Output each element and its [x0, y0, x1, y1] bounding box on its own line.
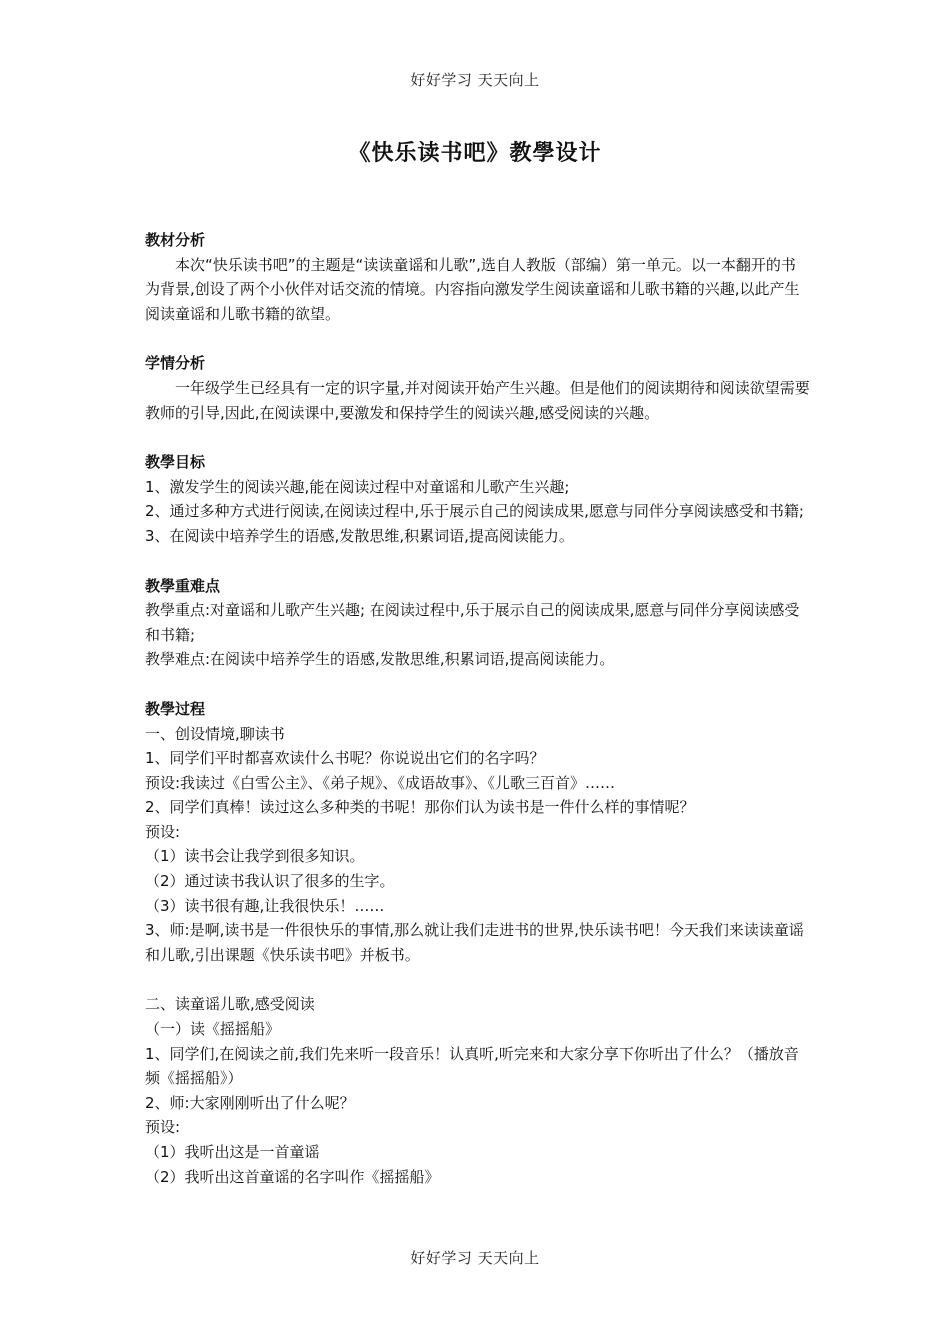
process-line: 二、读童谣儿歌,感受阅读 — [145, 995, 315, 1014]
document-body — [145, 228, 810, 1189]
student-analysis-paragraph: 一年级学生已经具有一定的识字量,并对阅读开始产生兴趣。但是他们的阅读期待和阅读欲望需要教师的引导,因此,在阅读课中,要激发和保持学生的阅读兴趣,感受阅读的兴趣。 — [145, 378, 810, 422]
process-line: 2、同学们真棒！读过这么多种类的书呢！那你们认为读书是一件什么样的事情呢？ — [145, 798, 695, 817]
process-line: （3）读书很有趣,让我很快乐！…… — [145, 896, 385, 915]
process-line: 预设: — [145, 1118, 181, 1137]
page-header: 好好学习 天天向上 — [410, 71, 540, 89]
process-line: （2）我听出这首童谣的名字叫作《摇摇船》 — [145, 1167, 440, 1186]
section-heading-student-analysis: 学情分析 — [145, 354, 206, 373]
process-line: （1）我听出这是一首童谣 — [145, 1143, 320, 1161]
key-point-item: 教學重点:对童谣和儿歌产生兴趣; 在阅读过程中,乐于展示自己的阅读成果,愿意与同伴分享阅读感受和书籍; — [145, 601, 800, 644]
document-title: 《快乐读书吧》教學设计 — [348, 141, 602, 166]
process-line: 2、师:大家刚刚听出了什么呢？ — [145, 1093, 355, 1112]
textbook-analysis-paragraph: 本次“快乐读书吧”的主题是“读读童谣和儿歌”,选自人教版（部编）第一单元。以一本翻开的书为背景,创设了两个小伙伴对话交流的情境。内容指向激发学生阅读童谣和儿歌书籍的兴趣,以此产生阅读童谣和儿歌书籍的欲望。 — [145, 255, 800, 323]
section-heading-teaching-process: 教學过程 — [145, 699, 206, 718]
page-footer: 好好学习 天天向上 — [410, 1249, 540, 1267]
process-line: （1）读书会让我学到很多知识。 — [145, 847, 365, 866]
process-line: （2）通过读书我认识了很多的生字。 — [145, 872, 395, 891]
process-line: 预设: — [145, 822, 181, 841]
key-point-item: 教學难点:在阅读中培养学生的语感,发散思维,积累词语,提高阅读能力。 — [145, 650, 615, 669]
goal-item: 1、激发学生的阅读兴趣,能在阅读过程中对童谣和儿歌产生兴趣; — [145, 477, 570, 496]
process-line: （一）读《摇摇船》 — [145, 1020, 281, 1039]
section-heading-teaching-goals: 教學目标 — [145, 453, 206, 472]
process-line: 1、同学们,在阅读之前,我们先来听一段音乐！认真听,听完来和大家分享下你听出了什么？（播放音频《摇摇船》） — [145, 1044, 799, 1088]
goal-item: 2、通过多种方式进行阅读,在阅读过程中,乐于展示自己的阅读成果,愿意与同伴分享阅读感受和书籍; — [145, 502, 804, 521]
process-line: 一、创设情境,聊读书 — [145, 724, 285, 743]
process-line: 3、师:是啊,读书是一件很快乐的事情,那么就让我们走进书的世界,快乐读书吧！今天我们来读读童谣和儿歌,引出课题《快乐读书吧》并板书。 — [145, 921, 804, 964]
goal-item: 3、在阅读中培养学生的语感,发散思维,积累词语,提高阅读能力。 — [145, 526, 574, 545]
section-heading-key-points: 教學重难点 — [145, 576, 221, 595]
process-line: 预设:我读过《白雪公主》、《弟子规》、《成语故事》、《儿歌三百首》…… — [145, 773, 616, 792]
process-line: 1、同学们平时都喜欢读什么书呢？你说说出它们的名字吗？ — [145, 749, 545, 768]
section-heading-textbook-analysis: 教材分析 — [145, 231, 206, 249]
